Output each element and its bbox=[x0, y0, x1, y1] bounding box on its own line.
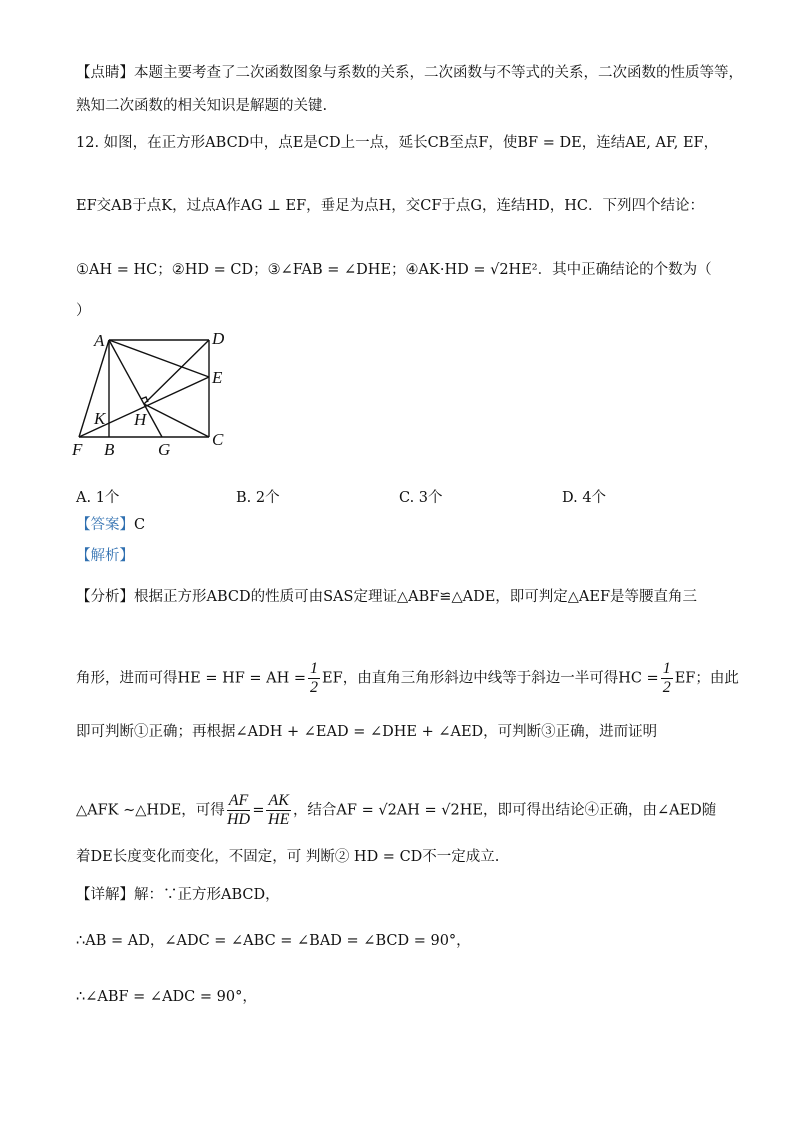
label-k: K bbox=[94, 409, 106, 428]
label-g: G bbox=[158, 440, 171, 459]
label-b: B bbox=[104, 440, 115, 459]
analysis-label: 【解析】 bbox=[76, 548, 134, 564]
label-c: C bbox=[212, 430, 224, 449]
fraction-half-2-num: 1 bbox=[662, 660, 671, 677]
fraction-half-2 bbox=[661, 660, 673, 697]
fraction-half-1 bbox=[308, 660, 320, 697]
geometry-figure bbox=[66, 326, 246, 461]
option-c: C. 3个 bbox=[399, 490, 443, 506]
question-text-1: 12. 如图，在正方形ABCD中，点E是CD上一点，延长CB至点F，使BF = DE，连结AE, AF, EF， bbox=[76, 135, 719, 151]
option-a: A. 1个 bbox=[76, 490, 120, 506]
fraction-ak-he-den: HE bbox=[268, 811, 290, 828]
fenxi-text-4a: △AFK ∼△HDE，可得 bbox=[76, 802, 225, 819]
detail-line-3 bbox=[76, 986, 740, 1008]
fenxi-line-3 bbox=[76, 721, 740, 743]
analysis-line bbox=[76, 545, 740, 567]
detail-text-1: 解：∵正方形ABCD， bbox=[134, 887, 280, 903]
fraction-af-hd-den: HD bbox=[227, 811, 251, 828]
detail-line-1 bbox=[76, 884, 740, 906]
fraction-af-hd-num: AF bbox=[228, 792, 249, 809]
fenxi-text-3: 即可判断①正确；再根据∠ADH + ∠EAD = ∠DHE + ∠AED，可判断③正确，进而证明 bbox=[76, 724, 658, 740]
detail-text-3: ∴∠ABF = ∠ADC = 90°， bbox=[76, 989, 257, 1005]
question-text-4: ） bbox=[76, 303, 91, 319]
fraction-af-hd bbox=[227, 792, 251, 829]
fenxi-line-2 bbox=[76, 660, 740, 697]
segment-hd bbox=[144, 340, 209, 404]
label-a: A bbox=[94, 331, 105, 350]
fraction-ak-he bbox=[266, 792, 290, 829]
segment-ae bbox=[109, 340, 209, 377]
fenxi-text-4b: ，结合AF = √2AH = √2HE，即可得出结论④正确，由∠AED随 bbox=[292, 802, 717, 819]
option-d: D. 4个 bbox=[562, 490, 607, 506]
answer-label: 【答案】 bbox=[76, 517, 134, 533]
answer-value: C bbox=[134, 517, 146, 533]
question-line-2 bbox=[76, 195, 740, 217]
fraction-half-1-den: 2 bbox=[310, 679, 319, 696]
question-line-3 bbox=[76, 259, 740, 281]
question-line-4 bbox=[76, 300, 740, 322]
fenxi-line-1 bbox=[76, 586, 740, 608]
fenxi-label: 【分析】 bbox=[76, 589, 134, 605]
fenxi-line-4 bbox=[76, 792, 740, 829]
answer-line bbox=[76, 514, 740, 536]
fenxi-text-1: 根据正方形ABCD的性质可由SAS定理证△ABF≌△ADE，即可判定△AEF是等腰直角三 bbox=[134, 589, 698, 605]
question-text-2: EF交AB于点K，过点A作AG ⊥ EF，垂足为点H，交CF于点G，连结HD，HC．下列四个结论： bbox=[76, 198, 705, 214]
question-text-3: ①AH = HC；②HD = CD；③∠FAB = ∠DHE；④AK·HD = √2HE²．其中正确结论的个数为（ bbox=[76, 262, 712, 278]
fraction-half-1-num: 1 bbox=[310, 660, 319, 677]
dianjing-line-2 bbox=[76, 95, 740, 117]
label-e: E bbox=[212, 368, 223, 387]
detail-label: 【详解】 bbox=[76, 887, 134, 903]
dianjing-text-1: 本题主要考查了二次函数图象与系数的关系，二次函数与不等式的关系，二次函数的性质等等， bbox=[134, 65, 743, 81]
question-line-1 bbox=[76, 132, 740, 154]
fenxi-text-2b: EF，由直角三角形斜边中线等于斜边一半可得HC = bbox=[322, 670, 659, 687]
option-b: B. 2个 bbox=[236, 490, 280, 506]
fraction-half-2-den: 2 bbox=[662, 679, 671, 696]
fenxi-text-2a: 角形，进而可得HE = HF = AH = bbox=[76, 670, 307, 687]
dianjing-text-2: 熟知二次函数的相关知识是解题的关键. bbox=[76, 98, 328, 114]
fenxi-line-5 bbox=[76, 846, 740, 868]
label-h: H bbox=[134, 410, 147, 429]
fraction-ak-he-num: AK bbox=[268, 792, 289, 809]
dianjing-line-1 bbox=[76, 62, 743, 84]
label-f: F bbox=[72, 440, 83, 459]
fenxi-text-2c: EF；由此 bbox=[674, 670, 739, 687]
detail-line-2 bbox=[76, 930, 740, 952]
detail-text-2: ∴AB = AD，∠ADC = ∠ABC = ∠BAD = ∠BCD = 90°， bbox=[76, 933, 471, 949]
dianjing-label: 【点睛】 bbox=[76, 65, 134, 81]
fraction-equals: = bbox=[252, 802, 265, 819]
fenxi-text-5: 着DE长度变化而变化，不固定，可 判断② HD = CD不一定成立. bbox=[76, 849, 500, 865]
label-d: D bbox=[212, 329, 225, 348]
